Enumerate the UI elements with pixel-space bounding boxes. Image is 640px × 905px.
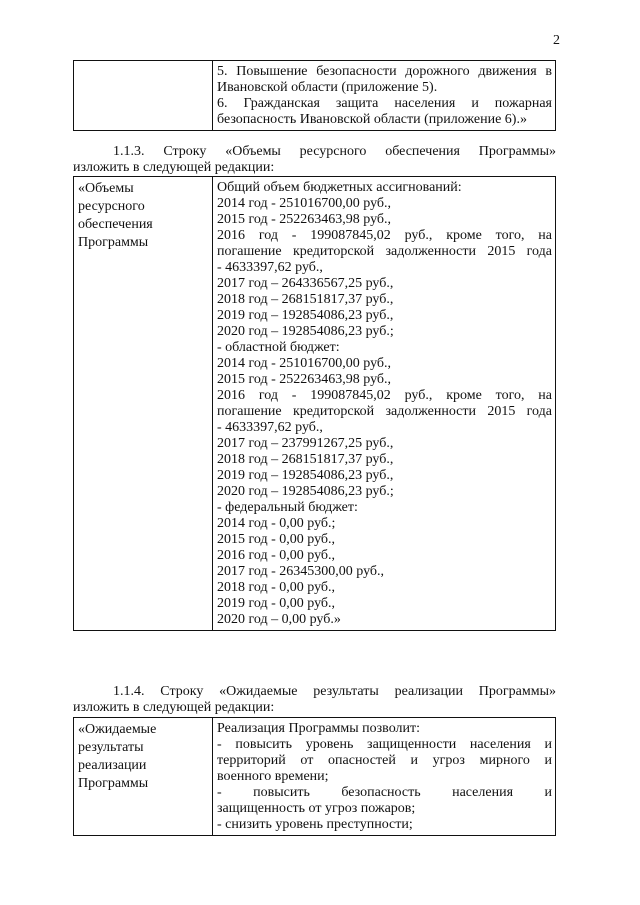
- text-line: Реализация Программы позволит:: [217, 721, 420, 736]
- text-line: 2015 год - 252263463,98 руб.,: [217, 372, 392, 387]
- text-line: 2018 год – 268151817,37 руб.,: [217, 452, 394, 467]
- table-cell-right: [213, 177, 556, 631]
- text-line: 2020 год – 0,00 руб.»: [217, 612, 341, 627]
- text-line: Общий объем бюджетных ассигнований:: [217, 180, 462, 195]
- text-line: 5. Повышение безопасности дорожного движения в: [217, 64, 552, 79]
- paragraph-line: изложить в следующей редакции:: [73, 160, 275, 175]
- paragraph-line: 1.1.3. Строку «Объемы ресурсного обеспечения Программы»: [113, 144, 556, 159]
- text-line: 2015 год - 252263463,98 руб.,: [217, 212, 392, 227]
- text-line: - 4633397,62 руб.,: [217, 420, 323, 435]
- text-line: 2014 год - 0,00 руб.;: [217, 516, 336, 531]
- text-line: погашение кредиторской задолженности 2015 года: [217, 244, 552, 259]
- text-line: погашение кредиторской задолженности 2015 года: [217, 404, 552, 419]
- text-line: - федеральный бюджет:: [217, 500, 358, 515]
- table-cell-left: [74, 61, 213, 131]
- paragraph-line: изложить в следующей редакции:: [73, 700, 275, 715]
- text-line: - областной бюджет:: [217, 340, 340, 355]
- label-line: Программы: [78, 235, 149, 250]
- text-line: 2019 год – 192854086,23 руб.,: [217, 468, 394, 483]
- text-line: 2018 год - 0,00 руб.,: [217, 580, 336, 595]
- text-line: безопасность Ивановской области (приложение 6).»: [217, 112, 527, 127]
- table-row: [74, 718, 556, 836]
- paragraph-1-1-4: [73, 684, 556, 716]
- table-resource-provision: [73, 176, 556, 631]
- page-number: 2: [553, 33, 560, 48]
- label-line: «Ожидаемые: [78, 722, 157, 737]
- text-line: 2015 год - 0,00 руб.,: [217, 532, 336, 547]
- text-line: 2014 год - 251016700,00 руб.,: [217, 196, 392, 211]
- table-row: [74, 177, 556, 631]
- table-expected-results: [73, 717, 556, 836]
- text-line: 2017 год – 264336567,25 руб.,: [217, 276, 394, 291]
- text-line: 6. Гражданская защита населения и пожарная: [217, 96, 552, 111]
- label-line: Программы: [78, 776, 149, 791]
- text-line: военного времени;: [217, 769, 329, 784]
- text-line: - повысить уровень защищенности населения и: [217, 737, 552, 752]
- table-cell-right: [213, 718, 556, 836]
- table-program-subprograms: [73, 60, 556, 131]
- text-line: 2017 год - 26345300,00 руб.,: [217, 564, 385, 579]
- table-cell-left: [74, 718, 213, 836]
- text-line: 2018 год – 268151817,37 руб.,: [217, 292, 394, 307]
- text-line: - повысить безопасность населения и: [217, 785, 552, 800]
- paragraph-1-1-3: [73, 144, 556, 176]
- text-line: 2016 год - 199087845,02 руб., кроме того, на: [217, 228, 552, 243]
- label-line: реализации: [78, 758, 147, 773]
- text-line: 2020 год – 192854086,23 руб.;: [217, 324, 394, 339]
- text-line: защищенность от угроз пожаров;: [217, 801, 416, 816]
- table-cell-right: [213, 61, 556, 131]
- paragraph-line: 1.1.4. Строку «Ожидаемые результаты реализации Программы»: [113, 684, 556, 699]
- text-line: Ивановской области (приложение 5).: [217, 80, 438, 95]
- label-line: ресурсного: [78, 199, 145, 214]
- text-line: 2016 год - 199087845,02 руб., кроме того, на: [217, 388, 552, 403]
- text-line: 2019 год – 192854086,23 руб.,: [217, 308, 394, 323]
- text-line: 2014 год - 251016700,00 руб.,: [217, 356, 392, 371]
- label-line: результаты: [78, 740, 144, 755]
- label-line: обеспечения: [78, 217, 153, 232]
- text-line: - снизить уровень преступности;: [217, 817, 413, 832]
- text-line: 2020 год – 192854086,23 руб.;: [217, 484, 394, 499]
- text-line: территорий от опасностей и угроз мирного и: [217, 753, 552, 768]
- text-line: 2019 год - 0,00 руб.,: [217, 596, 336, 611]
- text-line: - 4633397,62 руб.,: [217, 260, 323, 275]
- label-line: «Объемы: [78, 181, 134, 196]
- text-line: 2016 год - 0,00 руб.,: [217, 548, 336, 563]
- table-cell-left: [74, 177, 213, 631]
- text-line: 2017 год – 237991267,25 руб.,: [217, 436, 394, 451]
- table-row: [74, 61, 556, 131]
